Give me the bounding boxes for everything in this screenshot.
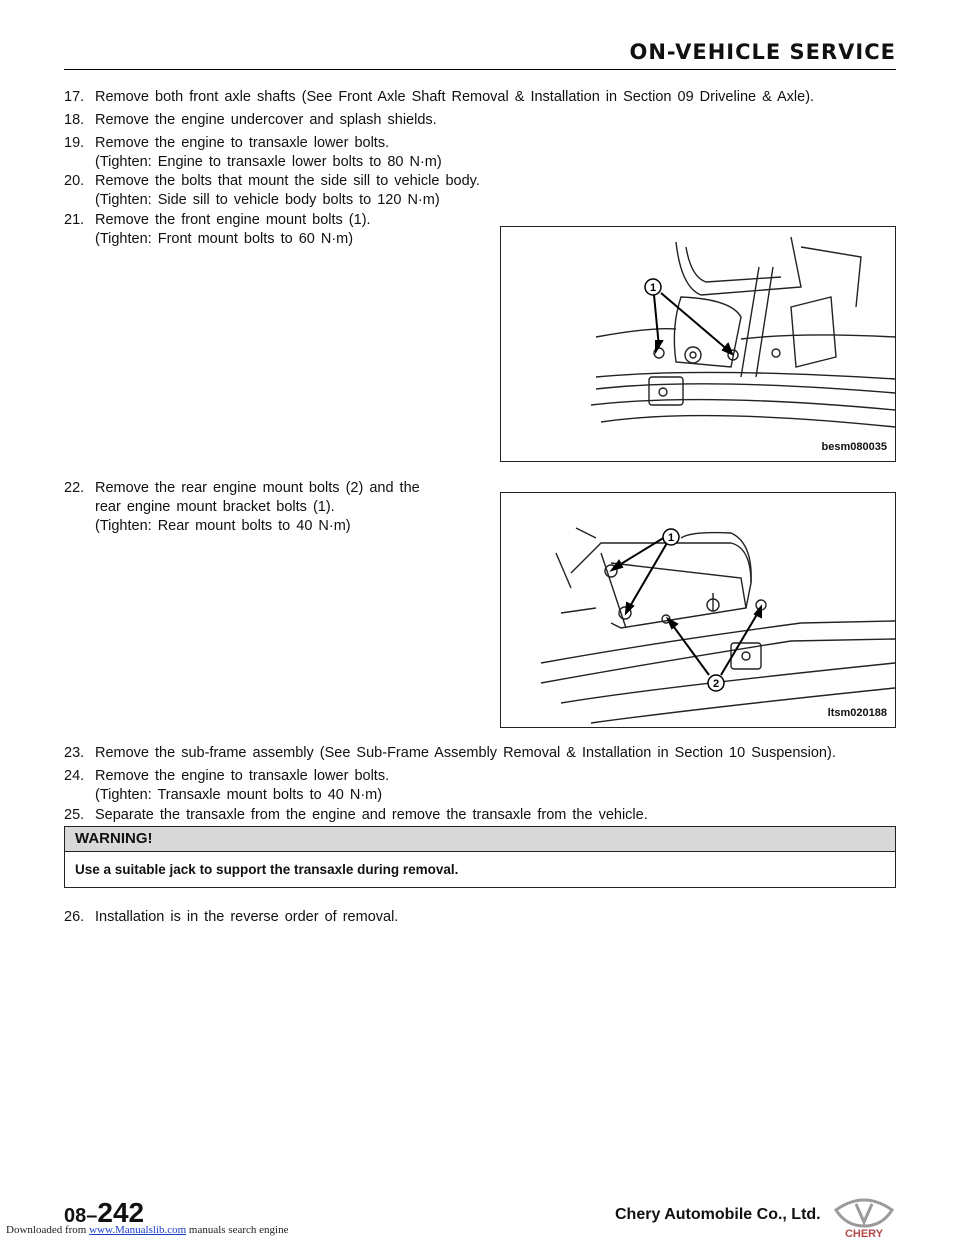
chery-logo [832,1196,896,1238]
step-text: Remove the bolts that mount the side sill to vehicle body. [95,173,480,189]
step-text: Remove the engine to transaxle lower bolts. [95,135,390,151]
step-text: Remove both front axle shafts (See Front Axle Shaft Removal & Installation in Section 09 Driveline & Axle). [95,89,815,105]
step-number: 20. [64,173,85,189]
torque-note: (Tighten: Rear mount bolts to 40 N·m) [95,518,351,534]
torque-note: (Tighten: Transaxle mount bolts to 40 N·m) [95,787,383,803]
figure-front-engine-mount [500,226,896,462]
step-24 [64,767,389,805]
step-21 [64,211,371,249]
step-text-continued: rear engine mount bracket bolts (1). [95,499,335,515]
step-17 [64,88,904,107]
section-number: 08– [64,1205,98,1227]
callout-1: 1 [649,282,657,294]
step-text: Remove the rear engine mount bolts (2) and the [95,480,420,496]
step-25 [64,806,648,825]
front-engine-mount-illustration [501,227,895,461]
step-text: Remove the engine undercover and splash shields. [95,112,437,128]
step-number: 19. [64,135,85,151]
step-number: 23. [64,745,85,761]
figure-rear-engine-mount [500,492,896,728]
step-20 [64,172,480,210]
callout-1: 1 [667,532,675,544]
manualslib-link[interactable]: www.Manualslib.com [89,1224,187,1236]
logo-text: CHERY [844,1228,884,1238]
page-number-value: 242 [97,1197,145,1228]
step-23 [64,744,904,763]
figure-id: besm080035 [821,441,887,453]
torque-note: (Tighten: Engine to transaxle lower bolts to 80 N·m) [95,154,442,170]
step-number: 18. [64,112,85,128]
company-name: Chery Automobile Co., Ltd. [615,1206,821,1223]
page-header-title: ON-VEHICLE SERVICE [629,40,896,64]
watermark-suffix: manuals search engine [186,1224,289,1236]
step-text: Remove the engine to transaxle lower bolts. [95,768,390,784]
step-22 [64,479,420,536]
step-text: Remove the sub-frame assembly (See Sub-Frame Assembly Removal & Installation in Section 10 Suspension). [95,745,836,761]
step-number: 21. [64,212,85,228]
step-19 [64,134,442,172]
figure-id: ltsm020188 [827,707,887,719]
callout-2: 2 [712,678,720,690]
header-divider [64,69,896,70]
warning-box [64,826,896,888]
rear-engine-mount-illustration [501,493,895,727]
download-watermark [6,1224,288,1236]
watermark-prefix: Downloaded from [6,1224,90,1236]
step-18 [64,111,437,130]
step-number: 24. [64,768,85,784]
step-text: Installation is in the reverse order of removal. [95,909,399,925]
step-text: Separate the transaxle from the engine and remove the transaxle from the vehicle. [95,807,648,823]
step-number: 26. [64,909,85,925]
torque-note: (Tighten: Side sill to vehicle body bolts to 120 N·m) [95,192,440,208]
warning-text: Use a suitable jack to support the transaxle during removal. [75,862,459,877]
step-number: 22. [64,480,85,496]
step-26 [64,908,398,927]
torque-note: (Tighten: Front mount bolts to 60 N·m) [95,231,354,247]
warning-title: WARNING! [65,827,895,852]
step-number: 17. [64,89,85,105]
step-text: Remove the front engine mount bolts (1). [95,212,371,228]
step-number: 25. [64,807,85,823]
